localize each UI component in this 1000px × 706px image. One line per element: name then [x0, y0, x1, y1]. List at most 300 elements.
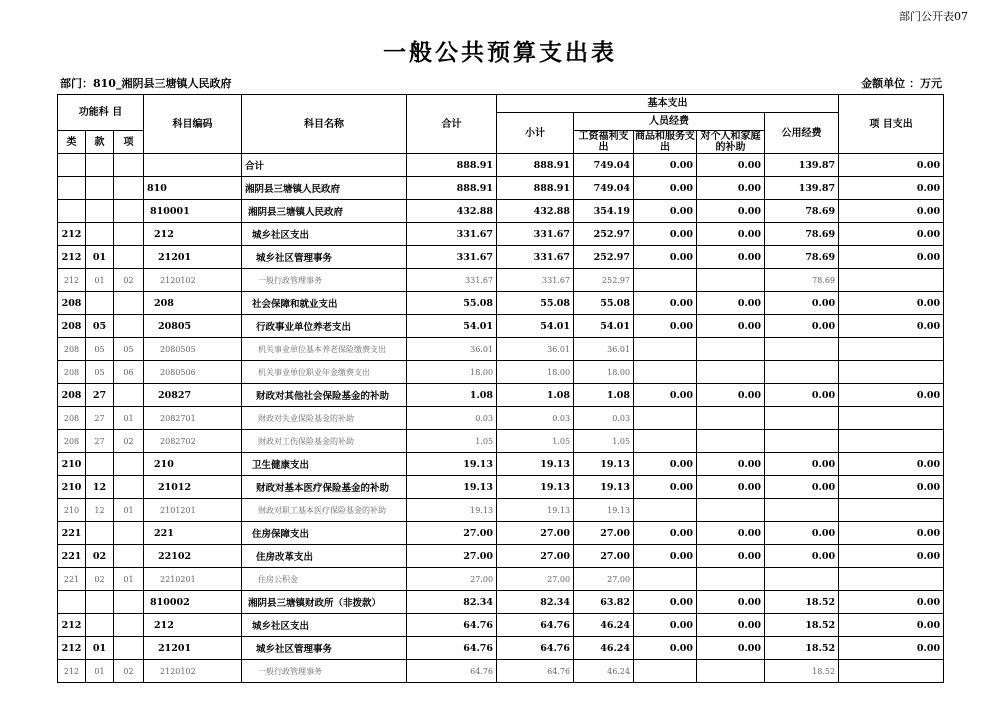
cell-public — [765, 338, 839, 361]
cell-lei: 212 — [58, 269, 86, 292]
header-name: 科目名称 — [242, 95, 407, 154]
cell-subtotal: 36.01 — [497, 338, 574, 361]
cell-project — [839, 660, 944, 683]
cell-code: 212 — [144, 614, 242, 637]
cell-xiang — [114, 177, 144, 200]
cell-project: 0.00 — [839, 614, 944, 637]
cell-subtotal: 331.67 — [497, 246, 574, 269]
cell-wages: 19.13 — [574, 499, 634, 522]
cell-total: 27.00 — [407, 522, 497, 545]
cell-kuan: 02 — [86, 545, 114, 568]
cell-public: 78.69 — [765, 200, 839, 223]
cell-xiang — [114, 246, 144, 269]
cell-kuan: 01 — [86, 660, 114, 683]
cell-kuan — [86, 453, 114, 476]
cell-code: 210 — [144, 453, 242, 476]
table-row — [58, 177, 944, 200]
cell-name: 财政对其他社会保险基金的补助 — [242, 384, 407, 407]
header-xiang: 项 — [114, 131, 144, 154]
cell-individual — [697, 361, 765, 384]
cell-code: 2101201 — [144, 499, 242, 522]
cell-project — [839, 361, 944, 384]
cell-wages: 19.13 — [574, 476, 634, 499]
cell-total: 331.67 — [407, 269, 497, 292]
cell-goods: 0.00 — [634, 614, 697, 637]
cell-total: 888.91 — [407, 177, 497, 200]
cell-wages: 252.97 — [574, 223, 634, 246]
cell-public: 0.00 — [765, 292, 839, 315]
page-label: 部门公开表07 — [899, 10, 968, 23]
cell-goods — [634, 430, 697, 453]
cell-individual: 0.00 — [697, 315, 765, 338]
cell-lei: 208 — [58, 338, 86, 361]
table-row — [58, 522, 944, 545]
cell-individual: 0.00 — [697, 591, 765, 614]
cell-code: 221 — [144, 522, 242, 545]
cell-goods: 0.00 — [634, 154, 697, 177]
cell-project: 0.00 — [839, 384, 944, 407]
header-personnel: 人员经费 — [574, 113, 765, 131]
cell-public: 18.52 — [765, 614, 839, 637]
cell-goods: 0.00 — [634, 384, 697, 407]
cell-individual: 0.00 — [697, 637, 765, 660]
cell-individual — [697, 338, 765, 361]
table-row — [58, 200, 944, 223]
table-row — [58, 154, 944, 177]
cell-wages: 46.24 — [574, 614, 634, 637]
cell-goods — [634, 338, 697, 361]
cell-public: 78.69 — [765, 246, 839, 269]
cell-lei: 210 — [58, 453, 86, 476]
header-goods: 商品和服务支出 — [635, 131, 696, 153]
cell-kuan: 27 — [86, 384, 114, 407]
cell-lei — [58, 591, 86, 614]
cell-wages: 36.01 — [574, 338, 634, 361]
cell-kuan — [86, 223, 114, 246]
cell-goods: 0.00 — [634, 545, 697, 568]
cell-name: 湘阴县三塘镇财政所（非拨款） — [242, 591, 407, 614]
cell-xiang — [114, 315, 144, 338]
cell-public — [765, 568, 839, 591]
cell-lei: 221 — [58, 545, 86, 568]
header-subtotal: 小计 — [497, 113, 574, 154]
cell-lei: 210 — [58, 476, 86, 499]
cell-goods — [634, 361, 697, 384]
cell-subtotal: 331.67 — [497, 269, 574, 292]
cell-individual: 0.00 — [697, 246, 765, 269]
cell-code: 22102 — [144, 545, 242, 568]
cell-name: 社会保障和就业支出 — [242, 292, 407, 315]
cell-xiang — [114, 591, 144, 614]
cell-lei: 212 — [58, 660, 86, 683]
cell-subtotal: 82.34 — [497, 591, 574, 614]
cell-individual — [697, 407, 765, 430]
table-row — [58, 338, 944, 361]
cell-lei: 208 — [58, 430, 86, 453]
cell-lei — [58, 200, 86, 223]
cell-project: 0.00 — [839, 200, 944, 223]
cell-lei: 212 — [58, 614, 86, 637]
cell-total: 19.13 — [407, 453, 497, 476]
cell-xiang: 02 — [114, 430, 144, 453]
cell-project: 0.00 — [839, 591, 944, 614]
cell-kuan: 05 — [86, 338, 114, 361]
cell-name: 城乡社区支出 — [242, 614, 407, 637]
cell-code — [144, 154, 242, 177]
cell-name: 一般行政管理事务 — [242, 660, 407, 683]
cell-wages: 63.82 — [574, 591, 634, 614]
cell-xiang — [114, 154, 144, 177]
cell-goods — [634, 269, 697, 292]
cell-name: 住房公积金 — [242, 568, 407, 591]
cell-public — [765, 499, 839, 522]
cell-goods: 0.00 — [634, 177, 697, 200]
cell-individual — [697, 660, 765, 683]
cell-subtotal: 64.76 — [497, 637, 574, 660]
table-row — [58, 384, 944, 407]
cell-kuan: 01 — [86, 637, 114, 660]
cell-individual: 0.00 — [697, 476, 765, 499]
table-row — [58, 361, 944, 384]
cell-public: 18.52 — [765, 637, 839, 660]
cell-total: 55.08 — [407, 292, 497, 315]
cell-subtotal: 888.91 — [497, 154, 574, 177]
cell-kuan — [86, 200, 114, 223]
cell-subtotal: 27.00 — [497, 545, 574, 568]
cell-project — [839, 499, 944, 522]
cell-public — [765, 361, 839, 384]
header-individual: 对个人和家庭的补助 — [697, 131, 765, 154]
cell-name: 城乡社区支出 — [242, 223, 407, 246]
cell-individual: 0.00 — [697, 453, 765, 476]
cell-wages: 749.04 — [574, 154, 634, 177]
cell-goods: 0.00 — [634, 591, 697, 614]
cell-name: 行政事业单位养老支出 — [242, 315, 407, 338]
cell-lei: 208 — [58, 407, 86, 430]
cell-goods — [634, 499, 697, 522]
cell-individual: 0.00 — [697, 177, 765, 200]
cell-individual: 0.00 — [697, 200, 765, 223]
cell-subtotal: 54.01 — [497, 315, 574, 338]
cell-goods — [634, 407, 697, 430]
cell-wages: 354.19 — [574, 200, 634, 223]
cell-total: 36.01 — [407, 338, 497, 361]
cell-name: 住房改革支出 — [242, 545, 407, 568]
unit-label: 金额单位 ：万元 — [861, 77, 942, 90]
page-title: 一般公共预算支出表 — [383, 39, 617, 66]
cell-wages: 252.97 — [574, 269, 634, 292]
cell-project: 0.00 — [839, 545, 944, 568]
cell-code: 212 — [144, 223, 242, 246]
cell-goods: 0.00 — [634, 453, 697, 476]
cell-individual — [697, 269, 765, 292]
cell-kuan: 05 — [86, 315, 114, 338]
cell-lei — [58, 177, 86, 200]
cell-total: 19.13 — [407, 499, 497, 522]
cell-goods — [634, 568, 697, 591]
cell-name: 财政对工伤保险基金的补助 — [242, 430, 407, 453]
cell-goods: 0.00 — [634, 292, 697, 315]
cell-total: 432.88 — [407, 200, 497, 223]
cell-total: 64.76 — [407, 614, 497, 637]
table-row — [58, 568, 944, 591]
header-basic: 基本支出 — [497, 95, 839, 113]
cell-project: 0.00 — [839, 177, 944, 200]
cell-code: 2080505 — [144, 338, 242, 361]
cell-project: 0.00 — [839, 476, 944, 499]
cell-public: 139.87 — [765, 154, 839, 177]
cell-wages: 19.13 — [574, 453, 634, 476]
cell-code: 21201 — [144, 637, 242, 660]
cell-subtotal: 1.05 — [497, 430, 574, 453]
cell-individual: 0.00 — [697, 292, 765, 315]
cell-code: 810001 — [144, 200, 242, 223]
cell-name: 机关事业单位基本养老保险缴费支出 — [242, 338, 407, 361]
cell-project — [839, 407, 944, 430]
cell-kuan — [86, 154, 114, 177]
cell-xiang — [114, 614, 144, 637]
cell-kuan: 01 — [86, 246, 114, 269]
table-body — [58, 154, 944, 683]
cell-total: 64.76 — [407, 637, 497, 660]
cell-subtotal: 19.13 — [497, 476, 574, 499]
table-header — [58, 95, 944, 154]
cell-lei: 212 — [58, 637, 86, 660]
cell-xiang — [114, 476, 144, 499]
cell-xiang: 01 — [114, 407, 144, 430]
cell-subtotal: 19.13 — [497, 453, 574, 476]
cell-lei: 210 — [58, 499, 86, 522]
cell-public: 0.00 — [765, 522, 839, 545]
cell-xiang — [114, 545, 144, 568]
cell-name: 机关事业单位职业年金缴费支出 — [242, 361, 407, 384]
cell-subtotal: 55.08 — [497, 292, 574, 315]
table-row — [58, 315, 944, 338]
header-kuan: 款 — [86, 131, 114, 154]
cell-kuan: 27 — [86, 430, 114, 453]
budget-table — [57, 94, 944, 683]
cell-wages: 46.24 — [574, 637, 634, 660]
cell-wages: 55.08 — [574, 292, 634, 315]
cell-kuan — [86, 591, 114, 614]
cell-individual: 0.00 — [697, 223, 765, 246]
cell-kuan — [86, 614, 114, 637]
header-code: 科目编码 — [144, 95, 242, 154]
cell-total: 18.00 — [407, 361, 497, 384]
cell-project: 0.00 — [839, 315, 944, 338]
table-row — [58, 545, 944, 568]
cell-goods: 0.00 — [634, 476, 697, 499]
cell-goods: 0.00 — [634, 200, 697, 223]
header-lei: 类 — [58, 131, 86, 154]
cell-public: 78.69 — [765, 269, 839, 292]
cell-wages: 1.05 — [574, 430, 634, 453]
cell-goods: 0.00 — [634, 315, 697, 338]
cell-goods — [634, 660, 697, 683]
cell-name: 城乡社区管理事务 — [242, 637, 407, 660]
cell-code: 20805 — [144, 315, 242, 338]
cell-wages: 46.24 — [574, 660, 634, 683]
cell-subtotal: 19.13 — [497, 499, 574, 522]
cell-name: 合计 — [242, 154, 407, 177]
cell-code: 208 — [144, 292, 242, 315]
cell-total: 0.03 — [407, 407, 497, 430]
cell-public: 139.87 — [765, 177, 839, 200]
table-row — [58, 453, 944, 476]
table-row — [58, 499, 944, 522]
cell-kuan: 27 — [86, 407, 114, 430]
table-row — [58, 614, 944, 637]
cell-project — [839, 338, 944, 361]
cell-project: 0.00 — [839, 154, 944, 177]
cell-individual — [697, 430, 765, 453]
cell-lei: 208 — [58, 292, 86, 315]
cell-total: 19.13 — [407, 476, 497, 499]
cell-code: 21012 — [144, 476, 242, 499]
cell-kuan — [86, 292, 114, 315]
cell-project — [839, 568, 944, 591]
cell-public — [765, 430, 839, 453]
cell-subtotal: 0.03 — [497, 407, 574, 430]
cell-name: 一般行政管理事务 — [242, 269, 407, 292]
header-public: 公用经费 — [765, 113, 839, 154]
cell-kuan: 02 — [86, 568, 114, 591]
table-row — [58, 223, 944, 246]
cell-kuan: 12 — [86, 476, 114, 499]
cell-subtotal: 331.67 — [497, 223, 574, 246]
cell-lei: 208 — [58, 361, 86, 384]
cell-total: 1.05 — [407, 430, 497, 453]
cell-subtotal: 18.00 — [497, 361, 574, 384]
cell-xiang — [114, 384, 144, 407]
cell-wages: 27.00 — [574, 545, 634, 568]
cell-code: 2120102 — [144, 269, 242, 292]
cell-kuan — [86, 522, 114, 545]
cell-project: 0.00 — [839, 453, 944, 476]
cell-subtotal: 64.76 — [497, 660, 574, 683]
cell-xiang: 01 — [114, 568, 144, 591]
cell-subtotal: 432.88 — [497, 200, 574, 223]
cell-name: 卫生健康支出 — [242, 453, 407, 476]
cell-code: 21201 — [144, 246, 242, 269]
cell-individual: 0.00 — [697, 614, 765, 637]
cell-name: 财政对职工基本医疗保险基金的补助 — [242, 499, 407, 522]
table-row — [58, 246, 944, 269]
cell-code: 2082702 — [144, 430, 242, 453]
cell-total: 331.67 — [407, 246, 497, 269]
cell-lei: 212 — [58, 223, 86, 246]
cell-goods: 0.00 — [634, 246, 697, 269]
cell-public: 78.69 — [765, 223, 839, 246]
cell-public: 0.00 — [765, 315, 839, 338]
cell-project: 0.00 — [839, 223, 944, 246]
cell-individual: 0.00 — [697, 522, 765, 545]
cell-code: 2120102 — [144, 660, 242, 683]
cell-wages: 18.00 — [574, 361, 634, 384]
cell-code: 810002 — [144, 591, 242, 614]
cell-xiang — [114, 200, 144, 223]
cell-kuan: 05 — [86, 361, 114, 384]
table-row — [58, 407, 944, 430]
cell-xiang: 02 — [114, 660, 144, 683]
header-wages: 工资福利支出 — [574, 131, 634, 154]
cell-project — [839, 269, 944, 292]
cell-public — [765, 407, 839, 430]
cell-lei — [58, 154, 86, 177]
cell-total: 27.00 — [407, 545, 497, 568]
table-row — [58, 269, 944, 292]
cell-code: 2210201 — [144, 568, 242, 591]
cell-subtotal: 1.08 — [497, 384, 574, 407]
cell-project: 0.00 — [839, 637, 944, 660]
cell-total: 1.08 — [407, 384, 497, 407]
cell-lei: 208 — [58, 315, 86, 338]
cell-xiang — [114, 453, 144, 476]
cell-code: 810 — [144, 177, 242, 200]
cell-xiang — [114, 223, 144, 246]
cell-name: 湘阴县三塘镇人民政府 — [242, 200, 407, 223]
department-label: 部门：810_湘阴县三塘镇人民政府 — [60, 77, 232, 90]
cell-public: 0.00 — [765, 476, 839, 499]
cell-xiang: 05 — [114, 338, 144, 361]
cell-public: 18.52 — [765, 591, 839, 614]
cell-xiang — [114, 522, 144, 545]
cell-goods: 0.00 — [634, 522, 697, 545]
cell-name: 湘阴县三塘镇人民政府 — [242, 177, 407, 200]
header-project: 项 目支出 — [839, 95, 944, 154]
cell-project — [839, 430, 944, 453]
cell-total: 331.67 — [407, 223, 497, 246]
cell-wages: 749.04 — [574, 177, 634, 200]
cell-total: 82.34 — [407, 591, 497, 614]
cell-public: 18.52 — [765, 660, 839, 683]
cell-individual — [697, 499, 765, 522]
cell-xiang: 01 — [114, 499, 144, 522]
cell-xiang: 06 — [114, 361, 144, 384]
cell-public: 0.00 — [765, 453, 839, 476]
cell-wages: 27.00 — [574, 522, 634, 545]
cell-kuan: 12 — [86, 499, 114, 522]
cell-individual: 0.00 — [697, 384, 765, 407]
cell-goods: 0.00 — [634, 637, 697, 660]
cell-wages: 252.97 — [574, 246, 634, 269]
table-row — [58, 292, 944, 315]
cell-wages: 0.03 — [574, 407, 634, 430]
cell-xiang: 02 — [114, 269, 144, 292]
cell-code: 2082701 — [144, 407, 242, 430]
cell-total: 54.01 — [407, 315, 497, 338]
cell-code: 2080506 — [144, 361, 242, 384]
cell-project: 0.00 — [839, 292, 944, 315]
cell-public: 0.00 — [765, 545, 839, 568]
cell-kuan — [86, 177, 114, 200]
header-total: 合计 — [407, 95, 497, 154]
cell-subtotal: 888.91 — [497, 177, 574, 200]
cell-total: 64.76 — [407, 660, 497, 683]
cell-lei: 208 — [58, 384, 86, 407]
table-row — [58, 660, 944, 683]
cell-individual: 0.00 — [697, 545, 765, 568]
table-row — [58, 430, 944, 453]
cell-name: 财政对失业保险基金的补助 — [242, 407, 407, 430]
cell-total: 888.91 — [407, 154, 497, 177]
cell-code: 20827 — [144, 384, 242, 407]
cell-public: 0.00 — [765, 384, 839, 407]
header-func: 功能科 目 — [58, 95, 144, 131]
cell-name: 城乡社区管理事务 — [242, 246, 407, 269]
cell-subtotal: 27.00 — [497, 522, 574, 545]
cell-individual — [697, 568, 765, 591]
